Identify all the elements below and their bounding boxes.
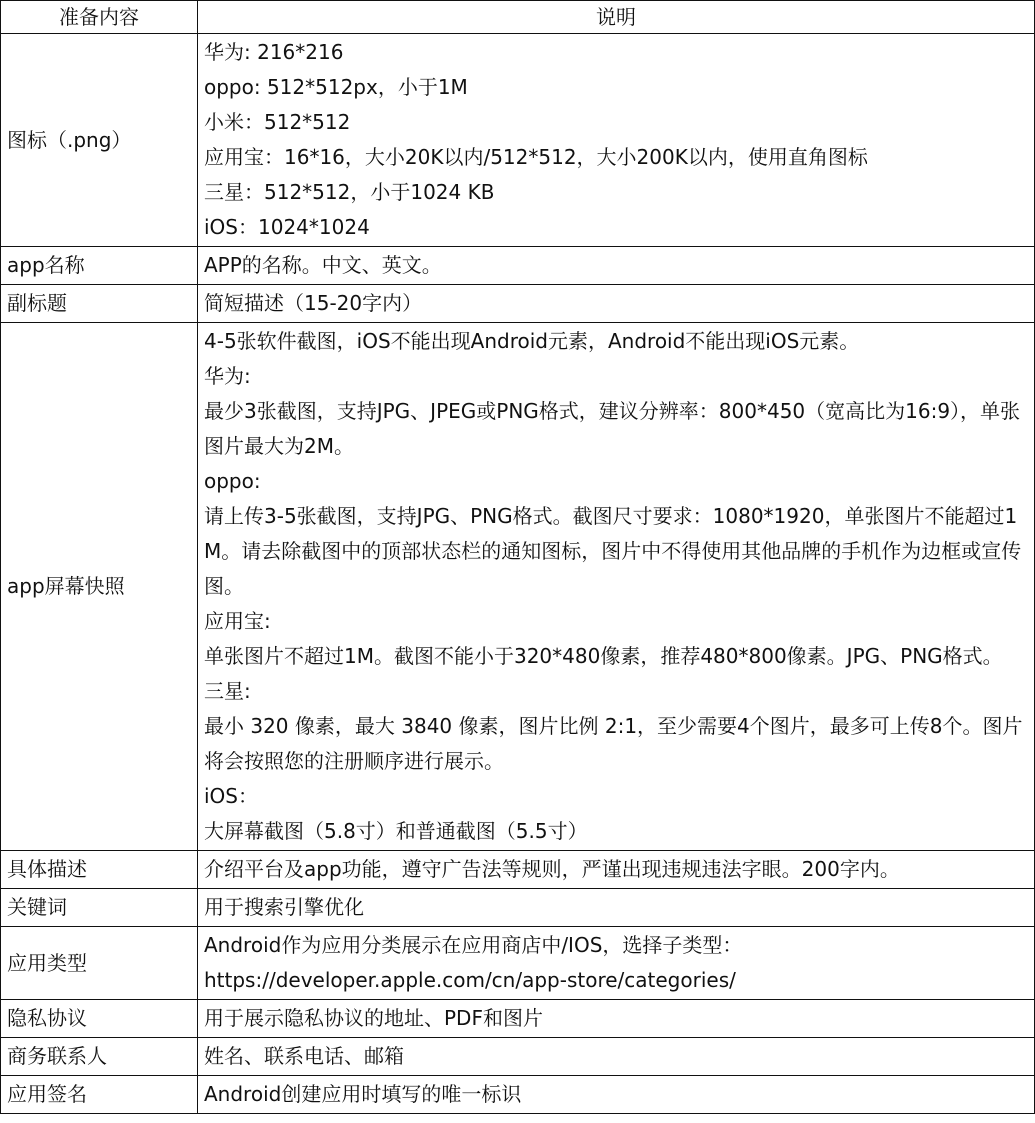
- desc-paragraph: 请上传3-5张截图，支持JPG、PNG格式。截图尺寸要求：1080*1920，单张图片不能超过1M。请去除截图中的顶部状态栏的通知图标，图片中不得使用其他品牌的手机作为边框或宣传图。: [204, 504, 1022, 598]
- desc-line: iOS：: [204, 784, 258, 808]
- table-row-app-category: [1, 927, 1035, 1000]
- row-desc-icon: [198, 34, 1035, 247]
- row-name-keywords: 关键词: [1, 889, 198, 927]
- table-row-privacy-policy: [1, 1000, 1035, 1038]
- row-name-subtitle: 副标题: [1, 285, 198, 323]
- row-desc-business-contact: [198, 1038, 1035, 1076]
- desc-line: 姓名、联系电话、邮箱: [204, 1044, 404, 1068]
- desc-line: 应用宝:: [204, 609, 271, 633]
- desc-line: iOS：1024*1024: [204, 215, 370, 239]
- desc-line: 三星:: [204, 679, 251, 703]
- desc-line: Android创建应用时填写的唯一标识: [204, 1082, 522, 1106]
- desc-paragraph: 单张图片不超过1M。截图不能小于320*480像素，推荐480*800像素。JPG、PNG格式。: [204, 644, 1003, 668]
- row-desc-keywords: [198, 889, 1035, 927]
- desc-line: 三星：512*512，小于1024 KB: [204, 180, 495, 204]
- row-desc-app-signature: [198, 1076, 1035, 1114]
- category-url: https://developer.apple.com/cn/app-store/categories/: [204, 968, 736, 992]
- desc-paragraph: 最小 320 像素，最大 3840 像素，图片比例 2:1，至少需要4个图片，最多可上传8个。图片将会按照您的注册顺序进行展示。: [204, 714, 1023, 773]
- row-desc-detailed-description: [198, 851, 1035, 889]
- desc-line: 华为: 216*216: [204, 40, 344, 64]
- table-row-icon: [1, 34, 1035, 247]
- header-row: [1, 1, 1035, 34]
- row-name-app-signature: 应用签名: [1, 1076, 198, 1114]
- table-row-business-contact: [1, 1038, 1035, 1076]
- row-name-app-category: 应用类型: [1, 927, 198, 1000]
- row-desc-subtitle: [198, 285, 1035, 323]
- row-desc-screenshots: [198, 323, 1035, 851]
- table-row-subtitle: [1, 285, 1035, 323]
- table-row-screenshots: [1, 323, 1035, 851]
- row-name-screenshots: app屏幕快照: [1, 323, 198, 851]
- table-row-app-name: [1, 247, 1035, 285]
- desc-line: 简短描述（15-20字内）: [204, 291, 423, 315]
- table-row-app-signature: [1, 1076, 1035, 1114]
- row-name-icon: 图标（.png）: [1, 34, 198, 247]
- row-desc-app-category: [198, 927, 1035, 1000]
- desc-line: Android作为应用分类展示在应用商店中/IOS，选择子类型：: [204, 933, 743, 957]
- row-name-privacy-policy: 隐私协议: [1, 1000, 198, 1038]
- desc-line: 用于展示隐私协议的地址、PDF和图片: [204, 1006, 543, 1030]
- table-row-detailed-description: [1, 851, 1035, 889]
- row-desc-privacy-policy: [198, 1000, 1035, 1038]
- header-prepare-content: 准备内容: [1, 1, 198, 34]
- desc-line: 介绍平台及app功能，遵守广告法等规则，严谨出现违规违法字眼。200字内。: [204, 857, 900, 881]
- desc-line: 应用宝：16*16，大小20K以内/512*512，大小200K以内，使用直角图标: [204, 145, 868, 169]
- desc-line: 华为:: [204, 364, 251, 388]
- header-description: 说明: [198, 1, 1035, 34]
- desc-line: 用于搜索引擎优化: [204, 895, 364, 919]
- desc-line: APP的名称。中文、英文。: [204, 253, 442, 277]
- desc-line: 大屏幕截图（5.8寸）和普通截图（5.5寸）: [204, 819, 588, 843]
- desc-line: 4-5张软件截图，iOS不能出现Android元素，Android不能出现iOS元素。: [204, 329, 860, 353]
- desc-line: oppo: 512*512px，小于1M: [204, 75, 468, 99]
- row-name-app-name: app名称: [1, 247, 198, 285]
- row-desc-app-name: [198, 247, 1035, 285]
- row-name-business-contact: 商务联系人: [1, 1038, 198, 1076]
- desc-line: oppo:: [204, 469, 261, 493]
- desc-paragraph: 最少3张截图，支持JPG、JPEG或PNG格式，建议分辨率：800*450（宽高比为16:9），单张图片最大为2M。: [204, 399, 1021, 458]
- row-name-detailed-description: 具体描述: [1, 851, 198, 889]
- table-row-keywords: [1, 889, 1035, 927]
- desc-line: 小米：512*512: [204, 110, 351, 134]
